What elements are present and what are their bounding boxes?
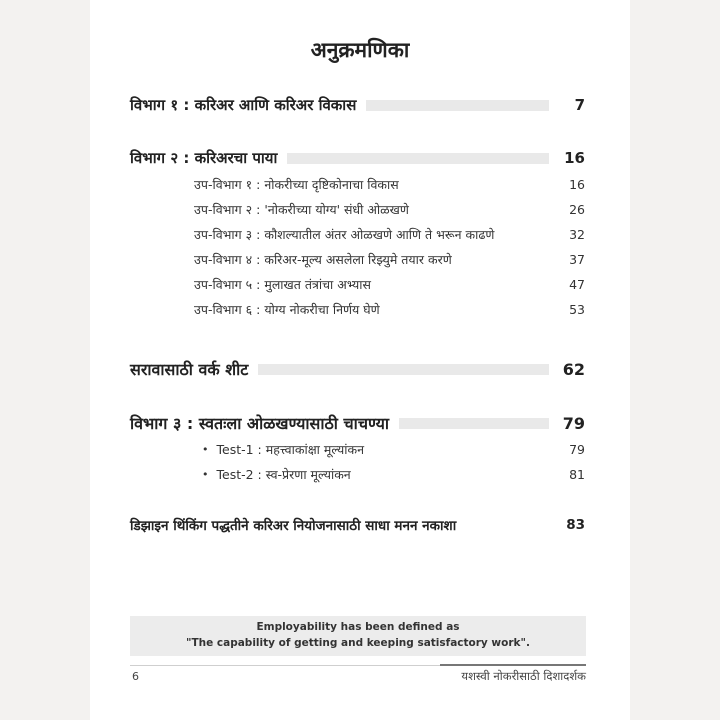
toc-page-number: 16: [564, 149, 585, 167]
toc-page-number: 62: [562, 359, 585, 379]
toc-section-design-thinking[interactable]: [130, 513, 585, 537]
bullet-icon: •: [202, 467, 209, 481]
document-page: [90, 0, 630, 720]
footer-book-title: यशस्वी नोकरीसाठी दिशादर्शक: [461, 669, 586, 683]
toc-label: डिझाइन थिंकिंग पद्धतीने करिअर नियोजनासाठी साधा मनन नकाशा: [130, 518, 457, 534]
toc-label: उप-विभाग ३ : कौशल्यातील अंतर ओळखणे आणि ते भरून काढणे: [194, 226, 495, 242]
toc-label: Test-1 : महत्त्वाकांक्षा मूल्यांकन: [216, 441, 365, 457]
toc-label: विभाग ३ : स्वतःला ओळखण्यासाठी चाचण्या: [130, 414, 390, 433]
toc-page-number: 79: [569, 441, 585, 457]
toc-page-number: 53: [569, 301, 585, 317]
toc-label: उप-विभाग ४ : करिअर-मूल्य असलेला रिझ्युमे तयार करणे: [194, 251, 452, 267]
toc-subsection-3[interactable]: [194, 222, 585, 246]
footer-page-number: 6: [132, 670, 139, 683]
toc-label: Test-2 : स्व-प्रेरणा मूल्यांकन: [216, 466, 351, 482]
leader-bar: [258, 364, 549, 375]
toc-label: उप-विभाग १ : नोकरीच्या दृष्टिकोनाचा विकास: [194, 176, 399, 192]
toc-page-number: 83: [566, 517, 585, 533]
toc-subsection-5[interactable]: [194, 272, 585, 296]
toc-page-number: 32: [569, 226, 585, 242]
toc-label: विभाग २ : करिअरचा पाया: [130, 149, 278, 167]
page-title: अनुक्रमणिका: [310, 38, 410, 62]
toc-label: विभाग १ : करिअर आणि करिअर विकास: [130, 96, 357, 114]
toc-subsection-1[interactable]: [194, 172, 585, 196]
quote-box: [130, 616, 586, 656]
leader-bar: [287, 153, 549, 164]
toc-label: उप-विभाग ५ : मुलाखत तंत्रांचा अभ्यास: [194, 276, 371, 292]
footer-divider-accent: [440, 664, 586, 666]
toc-subsection-6[interactable]: [194, 297, 585, 321]
toc-page-number: 16: [569, 176, 585, 192]
toc-label: सरावासाठी वर्क शीट: [130, 360, 249, 379]
toc-section-2[interactable]: [130, 146, 585, 170]
toc-section-worksheet[interactable]: [130, 357, 585, 381]
toc-test-1[interactable]: [202, 437, 585, 461]
toc-page-number: 7: [574, 96, 585, 114]
toc-page-number: 47: [569, 276, 585, 292]
leader-bar: [399, 418, 549, 429]
toc-page-number: 37: [569, 251, 585, 267]
toc-label: उप-विभाग ६ : योग्य नोकरीचा निर्णय घेणे: [194, 301, 380, 317]
toc-test-2[interactable]: [202, 462, 585, 486]
toc-page-number: 79: [562, 413, 585, 433]
bullet-icon: •: [202, 442, 209, 456]
leader-bar: [366, 100, 549, 111]
toc-subsection-2[interactable]: [194, 197, 585, 221]
toc-subsection-4[interactable]: [194, 247, 585, 271]
toc-label: उप-विभाग २ : 'नोकरीच्या योग्य' संधी ओळखणे: [194, 201, 409, 217]
toc-section-1[interactable]: [130, 93, 585, 117]
toc-section-3[interactable]: [130, 411, 585, 435]
quote-line-1: Employability has been defined as: [256, 621, 460, 633]
toc-page-number: 81: [569, 466, 585, 482]
toc-page-number: 26: [569, 201, 585, 217]
quote-line-2: "The capability of getting and keeping satisfactory work".: [186, 637, 530, 649]
